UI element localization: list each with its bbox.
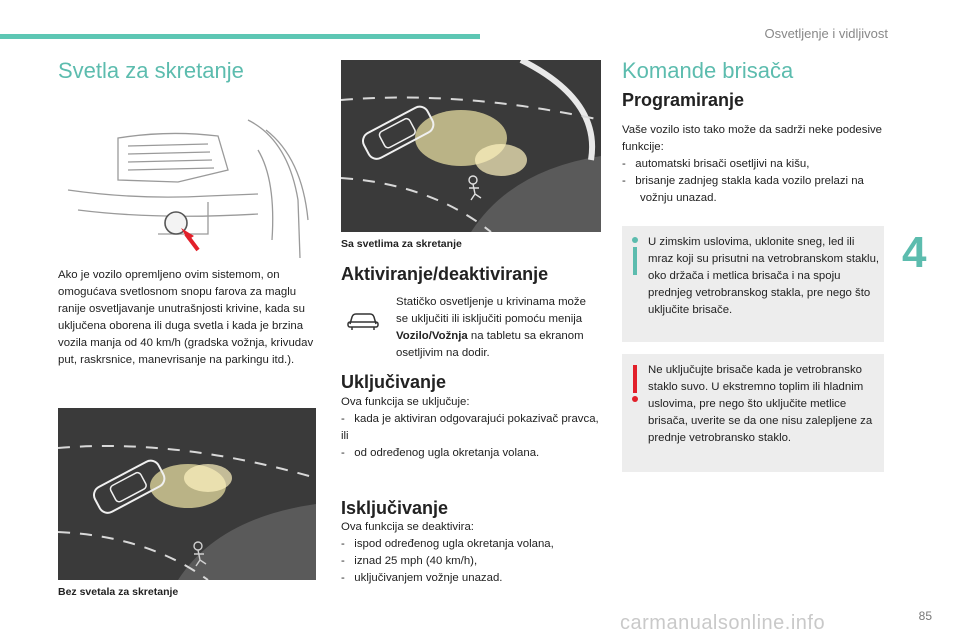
switch-off-heading: Isključivanje — [341, 498, 449, 518]
list-item: - brisanje zadnjeg stakla kada vozilo prelazi na vožnju unazad. — [622, 175, 864, 204]
section-heading-wipers: Komande brisača — [622, 58, 794, 83]
list-item: - uključivanjem vožnje unazad. — [341, 572, 503, 584]
list-item: - od određenog ugla okretanja volana. — [341, 447, 540, 459]
intro-paragraph: Ako je vozilo opremljeno ovim sistemom, on omogućava svetlosnom snopu farova za maglu ranije osvetljavanje unutrašnjosti krivine, kada su uključena oborena ili duga svetla i kada je brzina vozila manja od 40 km/h (gradska vožnja, krivudav put, raskrsnice, manevrisanje na parkingu itd.). — [58, 269, 314, 366]
programming-heading: Programiranje — [622, 90, 745, 110]
car-settings-icon — [346, 308, 380, 332]
chapter-number: 4 — [902, 228, 927, 277]
info-note-text: U zimskim uslovima, uklonite sneg, led ili mraz koji su prisutni na vetrobranskom staklu, oko držača i metlica brisača i na spoju prednjeg vetrobranskog stakla, pre nego što uključite brisače. — [648, 236, 880, 316]
watermark: carmanualsonline.info — [620, 612, 826, 634]
fog-lamp-illustration — [58, 110, 316, 260]
warning-note-text: Ne uključujte brisače kada je vetrobransko staklo suvo. U ekstremno toplim ili hladnim uslovima, pre nego što uključite metlice brisača, uverite se da one nisu zalepljene za prednje vetrobransko staklo. — [648, 364, 873, 444]
list-item: - iznad 25 mph (40 km/h), — [341, 555, 478, 567]
switch-on-list: Ova funkcija se uključuje: - kada je aktiviran odgovarajući pokazivač pravca, ili - od određenog ugla okretanja volana. — [341, 394, 601, 462]
info-note-box — [622, 226, 884, 342]
section-heading-turn-lights: Svetla za skretanje — [58, 58, 244, 83]
switch-off-list: Ova funkcija se deaktivira: - ispod određenog ugla okretanja volana, - iznad 25 mph (40 km/h), - uključivanjem vožnje unazad. — [341, 519, 601, 587]
warning-note-box — [622, 354, 884, 472]
switch-on-heading: Uključivanje — [341, 372, 447, 392]
caption-with-turn-lights: Sa svetlima za skretanje — [341, 238, 462, 250]
header-accent-bar — [0, 34, 480, 39]
programming-list: Vaše vozilo isto tako može da sadrži neke podesive funkcije: - automatski brisači osetljivi na kišu, - brisanje zadnjeg stakla kada vozilo prelazi na vožnju unazad. — [622, 122, 884, 207]
illustration-without-turn-lights — [58, 408, 316, 580]
section-title: Osvetljenje i vidljivost — [764, 26, 888, 41]
page-number: 85 — [918, 609, 932, 623]
activation-heading: Aktiviranje/deaktiviranje — [341, 264, 549, 284]
activation-paragraph: Statičko osvetljenje u krivinama može se uključiti ili isključiti pomoću menija Vozilo/Vožnja na tabletu sa ekranom osetljivim na dodir. — [396, 296, 586, 359]
list-item: - automatski brisači osetljivi na kišu, — [622, 158, 810, 170]
caption-without-turn-lights: Bez svetala za skretanje — [58, 586, 179, 598]
illustration-with-turn-lights — [341, 60, 601, 232]
list-item: - ispod određenog ugla okretanja volana, — [341, 538, 554, 550]
info-icon — [628, 236, 642, 276]
menu-name: Vozilo/Vožnja — [396, 330, 468, 342]
list-item: - kada je aktiviran odgovarajući pokazivač pravca, — [341, 413, 599, 425]
warning-icon — [628, 364, 642, 404]
